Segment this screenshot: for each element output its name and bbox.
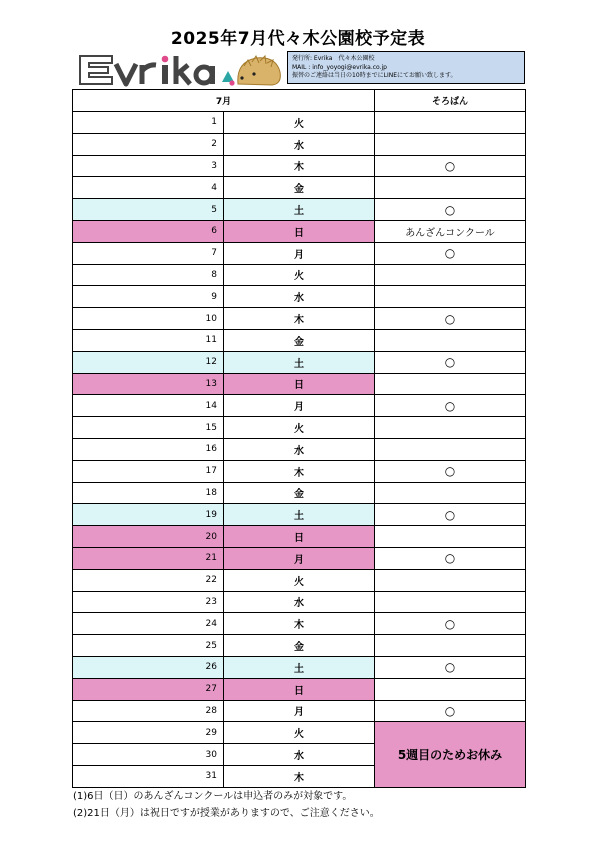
day-number: 11 — [73, 329, 224, 351]
table-row — [73, 591, 526, 613]
day-number: 5 — [73, 199, 224, 221]
note-cell — [375, 133, 526, 155]
weekday-cell: 金 — [224, 482, 375, 504]
class-mark-cell: ○ — [375, 504, 526, 526]
table-row — [73, 112, 526, 134]
schedule-table — [72, 89, 526, 788]
day-number: 19 — [73, 504, 224, 526]
day-number: 7 — [73, 242, 224, 264]
weekday-cell: 火 — [224, 417, 375, 439]
day-number: 23 — [73, 591, 224, 613]
table-row — [73, 395, 526, 417]
note-cell — [375, 286, 526, 308]
month-header: 7月 — [73, 90, 375, 112]
weekday-cell: 金 — [224, 177, 375, 199]
table-row — [73, 351, 526, 373]
day-number: 27 — [73, 678, 224, 700]
note-cell — [375, 177, 526, 199]
day-number: 8 — [73, 264, 224, 286]
day-number: 13 — [73, 373, 224, 395]
table-row — [73, 286, 526, 308]
table-row — [73, 242, 526, 264]
day-number: 15 — [73, 417, 224, 439]
weekday-cell: 水 — [224, 286, 375, 308]
class-mark-cell: ○ — [375, 547, 526, 569]
weekday-cell: 日 — [224, 220, 375, 242]
note-cell — [375, 569, 526, 591]
day-number: 10 — [73, 308, 224, 330]
weekday-cell: 月 — [224, 242, 375, 264]
day-number: 16 — [73, 438, 224, 460]
class-mark-cell: ○ — [375, 460, 526, 482]
mail-text: MAIL : info_yoyogi@evrika.co.jp — [292, 63, 387, 71]
day-number: 26 — [73, 656, 224, 678]
weekday-cell: 金 — [224, 329, 375, 351]
weekday-cell: 水 — [224, 133, 375, 155]
table-row — [73, 526, 526, 548]
table-row — [73, 438, 526, 460]
weekday-cell: 土 — [224, 656, 375, 678]
day-number: 2 — [73, 133, 224, 155]
weekday-cell: 木 — [224, 613, 375, 635]
evrika-logo — [76, 52, 284, 88]
day-number: 6 — [73, 220, 224, 242]
day-number: 24 — [73, 613, 224, 635]
weekday-cell: 土 — [224, 199, 375, 221]
day-number: 4 — [73, 177, 224, 199]
table-row — [73, 547, 526, 569]
table-row — [73, 504, 526, 526]
page-title: 2025年7月代々木公園校予定表 — [170, 29, 426, 49]
table-row — [73, 264, 526, 286]
footnote-2: (2)21日（月）は祝日ですが授業がありますので、ご注意ください。 — [73, 808, 380, 819]
weekday-cell: 日 — [224, 526, 375, 548]
weekday-cell: 土 — [224, 504, 375, 526]
weekday-cell: 金 — [224, 635, 375, 657]
note-cell — [375, 112, 526, 134]
day-number: 31 — [73, 765, 224, 787]
day-number: 22 — [73, 569, 224, 591]
note-cell — [375, 264, 526, 286]
note-cell — [375, 526, 526, 548]
table-row — [73, 177, 526, 199]
transfer-notice-text: 振替のご連絡は当日の10時までにLINEにてお願い致します。 — [292, 72, 457, 79]
day-number: 25 — [73, 635, 224, 657]
table-row — [73, 460, 526, 482]
publisher-text: 発行所: Evrika 代々木公園校 — [292, 55, 375, 62]
weekday-cell: 火 — [224, 569, 375, 591]
weekday-cell: 月 — [224, 700, 375, 722]
note-cell — [375, 678, 526, 700]
weekday-cell: 月 — [224, 547, 375, 569]
class-mark-cell: ○ — [375, 351, 526, 373]
table-row — [73, 308, 526, 330]
note-cell — [375, 482, 526, 504]
table-row — [73, 329, 526, 351]
table-row — [73, 700, 526, 722]
day-number: 21 — [73, 547, 224, 569]
weekday-cell: 火 — [224, 722, 375, 744]
table-row — [73, 417, 526, 439]
weekday-cell: 土 — [224, 351, 375, 373]
subject-header: そろばん — [375, 90, 526, 112]
class-mark-cell: ○ — [375, 656, 526, 678]
table-row — [73, 220, 526, 242]
table-row — [73, 199, 526, 221]
class-mark-cell: ○ — [375, 199, 526, 221]
table-row — [73, 482, 526, 504]
table-row — [73, 722, 526, 744]
table-row — [73, 656, 526, 678]
class-mark-cell: ○ — [375, 242, 526, 264]
day-number: 29 — [73, 722, 224, 744]
day-number: 1 — [73, 112, 224, 134]
weekday-cell: 水 — [224, 591, 375, 613]
note-cell — [375, 373, 526, 395]
table-row — [73, 155, 526, 177]
table-row — [73, 613, 526, 635]
weekday-cell: 日 — [224, 678, 375, 700]
table-row — [73, 133, 526, 155]
table-header-row — [73, 90, 526, 112]
class-mark-cell: ○ — [375, 155, 526, 177]
day-number: 14 — [73, 395, 224, 417]
day-number: 3 — [73, 155, 224, 177]
footnote-1: (1)6日（日）のあんざんコンクールは申込者のみが対象です。 — [73, 791, 353, 802]
day-number: 18 — [73, 482, 224, 504]
class-mark-cell: ○ — [375, 308, 526, 330]
table-row — [73, 569, 526, 591]
day-number: 28 — [73, 700, 224, 722]
note-cell — [375, 438, 526, 460]
table-row — [73, 678, 526, 700]
contact-info-box — [287, 51, 525, 84]
weekday-cell: 木 — [224, 155, 375, 177]
day-number: 9 — [73, 286, 224, 308]
weekday-cell: 水 — [224, 438, 375, 460]
day-number: 20 — [73, 526, 224, 548]
weekday-cell: 月 — [224, 395, 375, 417]
closed-week-cell: 5週目のためお休み — [375, 722, 526, 787]
class-mark-cell: ○ — [375, 395, 526, 417]
weekday-cell: 水 — [224, 744, 375, 766]
weekday-cell: 木 — [224, 460, 375, 482]
note-cell — [375, 417, 526, 439]
weekday-cell: 火 — [224, 264, 375, 286]
table-row — [73, 635, 526, 657]
day-number: 17 — [73, 460, 224, 482]
weekday-cell: 日 — [224, 373, 375, 395]
note-cell — [375, 635, 526, 657]
class-mark-cell: ○ — [375, 700, 526, 722]
day-number: 30 — [73, 744, 224, 766]
note-cell — [375, 591, 526, 613]
table-row — [73, 373, 526, 395]
weekday-cell: 火 — [224, 112, 375, 134]
note-cell: あんざんコンクール — [375, 220, 526, 242]
day-number: 12 — [73, 351, 224, 373]
weekday-cell: 木 — [224, 308, 375, 330]
note-cell — [375, 329, 526, 351]
class-mark-cell: ○ — [375, 613, 526, 635]
weekday-cell: 木 — [224, 765, 375, 787]
